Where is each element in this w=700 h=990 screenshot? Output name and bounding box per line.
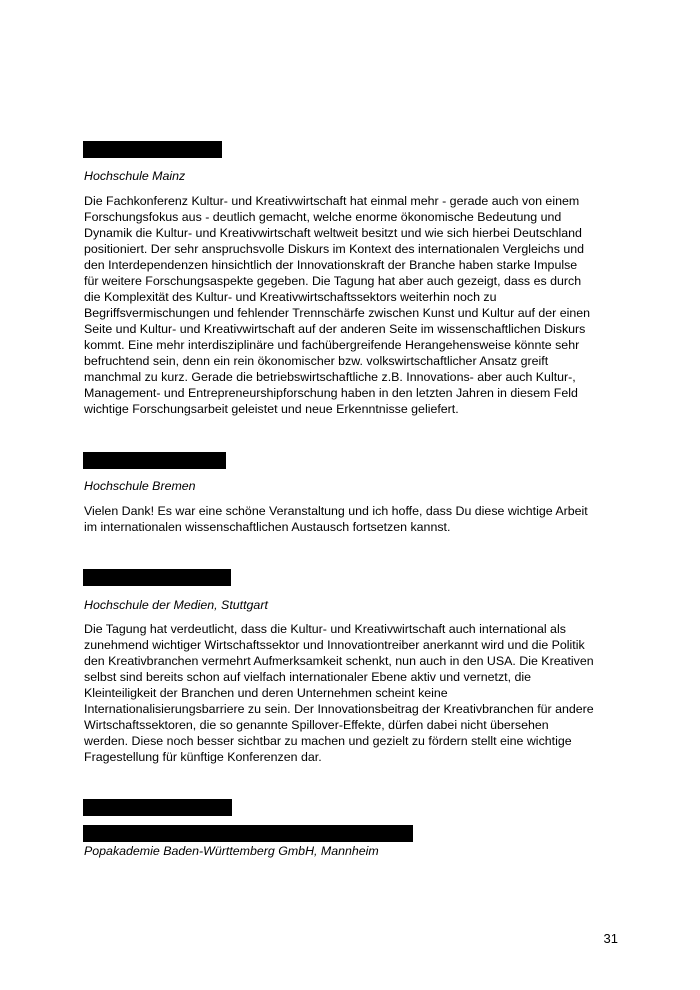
text-line: den Kreativbranchen vermehrt Aufmerksamkeit schenkt, nun auch in den USA. Die Kreativen [84, 654, 594, 668]
text-line: Begriffsvermischungen und fehlender Trennschärfe zwischen Kunst und Kultur auf der einen [84, 306, 591, 320]
text-line: den Interdependenzen hinsichtlich der Innovationskraft der Branche haben starke Impulse [84, 258, 578, 272]
institution-label-4: Popakademie Baden-Württemberg GmbH, Mannheim [84, 844, 379, 858]
institution-label-3: Hochschule der Medien, Stuttgart [84, 598, 268, 612]
paragraph-2 [84, 503, 624, 535]
institution-label-2: Hochschule Bremen [84, 479, 196, 493]
redacted-name-4 [83, 799, 232, 816]
text-line: Die Tagung hat verdeutlicht, dass die Kultur- und Kreativwirtschaft auch international als [84, 622, 566, 636]
redacted-name-1 [83, 141, 222, 158]
redacted-name-3 [83, 569, 231, 586]
text-line: die Komplexität des Kultur- und Kreativwirtschaftssektors weiterhin noch zu [84, 290, 497, 304]
redacted-line-5 [83, 825, 413, 842]
text-line: zunehmend wichtiger Wirtschaftssektor und Innovationtreiber anerkannt wird und die Politik [84, 638, 585, 652]
text-line: Fragestellung für künftige Konferenzen dar. [84, 750, 322, 764]
paragraph-1 [84, 193, 624, 417]
text-line: im internationalen wissenschaftlichen Austausch fortsetzen kannst. [84, 520, 451, 534]
text-line: Wirtschaftssektoren, die so genannte Spillover-Effekte, dürfen dabei nicht übersehen [84, 718, 549, 732]
text-line: wichtige Forschungsarbeit geleistet und neue Erkenntnisse geliefert. [84, 402, 459, 416]
text-line: Internationalisierungsbarriere zu sein. Der Innovationsbeitrag der Kreativbranchen für andere [84, 702, 594, 716]
text-line: kommt. Eine mehr interdisziplinäre und fachübergreifende Herangehensweise könnte sehr [84, 338, 580, 352]
institution-label-1: Hochschule Mainz [84, 169, 186, 183]
text-line: Management- und Entrepreneurshipforschung haben in den letzten Jahren in diesem Feld [84, 386, 578, 400]
text-line: befruchtend sein, denn ein rein ökonomischer bzw. volkswirtschaftlicher Ansatz greift [84, 354, 549, 368]
text-line: Kleinteiligkeit der Branchen und deren Unternehmen scheint keine [84, 686, 448, 700]
page-number: 31 [603, 931, 618, 946]
text-line: Die Fachkonferenz Kultur- und Kreativwirtschaft hat einmal mehr - gerade auch von einem [84, 194, 580, 208]
text-line: werden. Diese noch besser sichtbar zu machen und gezielt zu fördern stellt eine wichtige [84, 734, 572, 748]
text-line: Seite und Kultur- und Kreativwirtschaft auf der anderen Seite im wissenschaftlichen Diskurs [84, 322, 586, 336]
paragraph-3 [84, 621, 624, 765]
redacted-name-2 [83, 452, 226, 469]
text-line: selbst sind bereits schon auf vielfach internationaler Ebene aktiv und vernetzt, die [84, 670, 532, 684]
text-line: positioniert. Der sehr anspruchsvolle Diskurs im Kontext des internationalen Vergleichs und [84, 242, 585, 256]
text-line: Dynamik die Kultur- und Kreativwirtschaft weltweit besitzt und wie sich hierbei Deutschland [84, 226, 582, 240]
text-line: manchmal zu kurz. Gerade die betriebswirtschaftliche z.B. Innovations- aber auch Kultur-, [84, 370, 576, 384]
text-line: Forschungsfokus aus - deutlich gemacht, welche enorme ökonomische Bedeutung und [84, 210, 562, 224]
text-line: Vielen Dank! Es war eine schöne Veranstaltung und ich hoffe, dass Du diese wichtige Arbeit [84, 504, 588, 518]
text-line: für weitere Forschungsaspekte gegeben. Die Tagung hat aber auch gezeigt, dass es durch [84, 274, 582, 288]
